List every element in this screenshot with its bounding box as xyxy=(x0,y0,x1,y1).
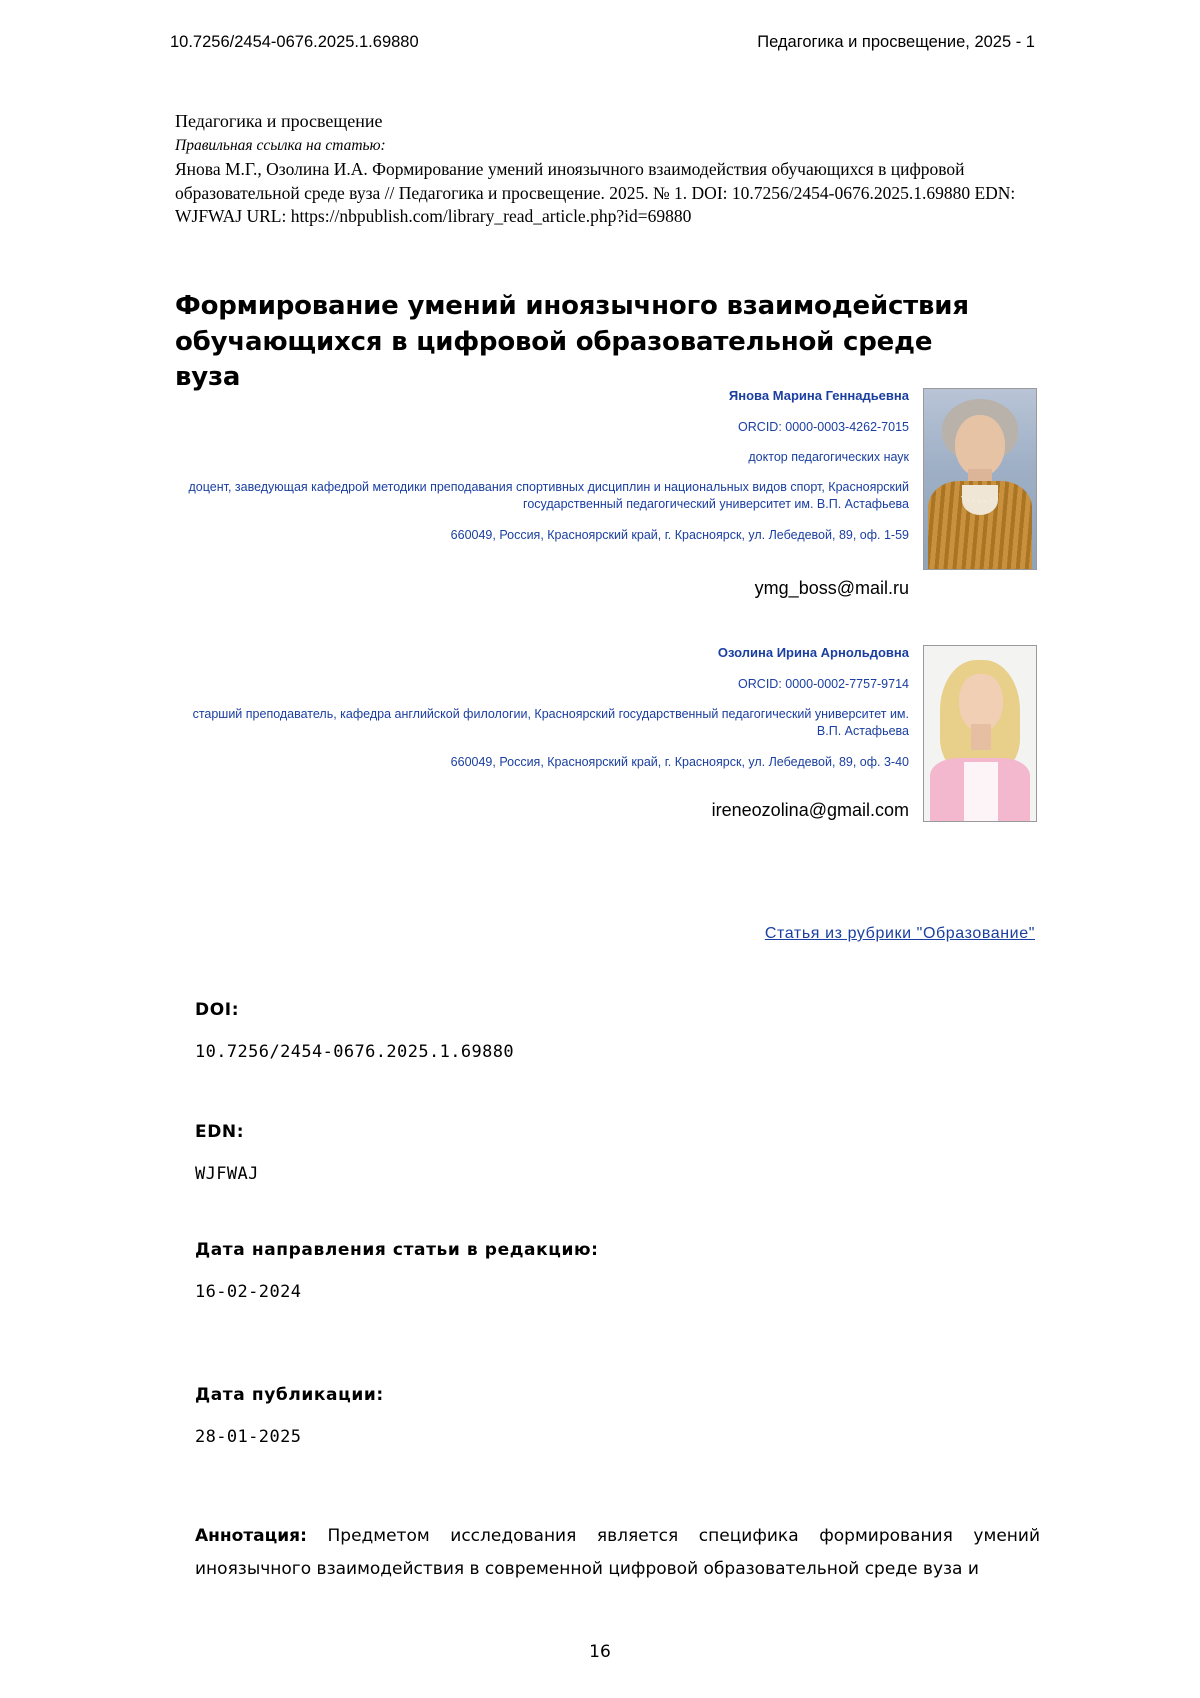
author-2-address: 660049, Россия, Красноярский край, г. Красноярск, ул. Лебедевой, 89, оф. 3-40 xyxy=(450,754,909,769)
author-2-name: Озолина Ирина Арнольдовна xyxy=(717,645,909,660)
citation-block xyxy=(175,110,1037,229)
meta-edn-value: WJFWAJ xyxy=(195,1164,259,1184)
author-2-email[interactable]: ireneozolina@gmail.com xyxy=(711,800,909,820)
author-1-orcid: ORCID: 0000-0003-4262-7015 xyxy=(738,419,909,434)
meta-published-value: 28-01-2025 xyxy=(195,1427,302,1447)
author-2-details xyxy=(175,645,909,784)
abstract-label: Аннотация: xyxy=(195,1526,307,1546)
meta-doi-label: DOI: xyxy=(195,1000,240,1020)
meta-doi xyxy=(195,1000,1040,1062)
author-2-orcid: ORCID: 0000-0002-7757-9714 xyxy=(738,676,909,691)
abstract xyxy=(195,1520,1040,1586)
author-1-address: 660049, Россия, Красноярский край, г. Красноярск, ул. Лебедевой, 89, оф. 1-59 xyxy=(450,528,909,543)
author-1-degree: доктор педагогических наук xyxy=(748,450,909,465)
meta-submitted-label: Дата направления статьи в редакцию: xyxy=(195,1240,599,1260)
page-title: Формирование умений иноязычного взаимодействия обучающихся в цифровой образовательной среде вуза xyxy=(175,291,969,392)
running-head-doi: 10.7256/2454-0676.2025.1.69880 xyxy=(170,33,419,51)
meta-submitted-value: 16-02-2024 xyxy=(195,1282,302,1302)
citation-label: Правильная ссылка на статью: xyxy=(175,136,386,154)
meta-edn-label: EDN: xyxy=(195,1122,245,1142)
author-1-details xyxy=(175,388,909,557)
meta-doi-value: 10.7256/2454-0676.2025.1.69880 xyxy=(195,1042,515,1062)
meta-published-label: Дата публикации: xyxy=(195,1385,384,1405)
author-2-affiliation: старший преподаватель, кафедра английской филологии, Красноярский государственный педагогический университет им. В.П. Астафьева xyxy=(192,707,909,739)
citation-text: Янова М.Г., Озолина И.А. Формирование умений иноязычного взаимодействия обучающихся в цифровой образовательной среде вуза // Педагогика и просвещение. 2025. № 1. DOI: 10.7256/2454-0676.2025.1.69880 EDN: WJFWAJ URL: https://nbpublish.com/library_read_article.php?id=69880 xyxy=(175,159,1016,227)
page-number: 16 xyxy=(589,1642,611,1662)
author-1-email[interactable]: ymg_boss@mail.ru xyxy=(754,578,909,598)
abstract-text: Предметом исследования является специфика формирования умений иноязычного взаимодействия в современной цифровой образовательной среде вуза и xyxy=(195,1526,1040,1580)
avatar-author-2 xyxy=(923,645,1037,822)
rubric-link[interactable]: Статья из рубрики "Образование" xyxy=(764,925,1035,942)
meta-edn xyxy=(195,1122,1040,1184)
meta-published xyxy=(195,1385,1040,1447)
meta-submitted xyxy=(195,1240,1040,1302)
avatar-author-1 xyxy=(923,388,1037,570)
journal-name: Педагогика и просвещение xyxy=(175,111,383,131)
running-head xyxy=(170,33,1035,52)
author-1-name: Янова Марина Геннадьевна xyxy=(728,388,909,403)
running-head-journal: Педагогика и просвещение, 2025 - 1 xyxy=(757,33,1035,51)
author-1-affiliation: доцент, заведующая кафедрой методики преподавания спортивных дисциплин и национальных видов спорт, Красноярский государственный педагогический университет им. В.П. Астафьева xyxy=(188,480,909,512)
